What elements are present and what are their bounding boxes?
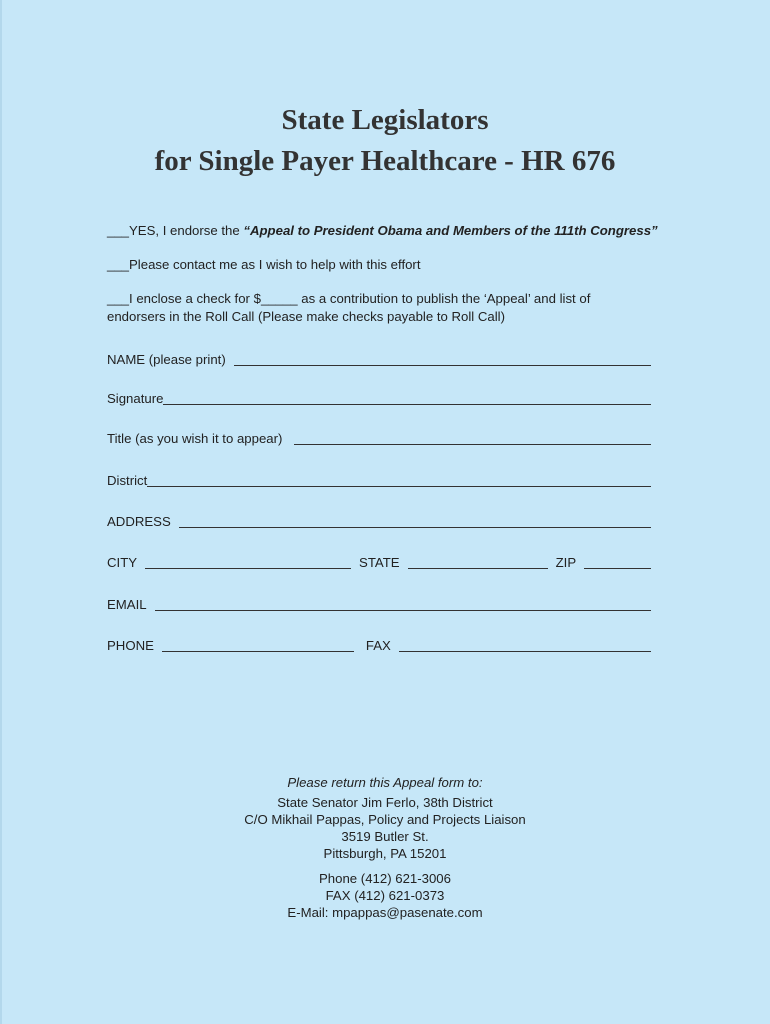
- appeal-name: “Appeal to President Obama and Members of the 111th Congress”: [243, 223, 658, 238]
- signature-label: Signature: [107, 391, 164, 406]
- contact-email[interactable]: E-Mail: mpappas@pasenate.com: [287, 905, 483, 920]
- option-check-line-1[interactable]: ___I enclose a check for $_____ as a contribution to publish the ‘Appeal’ and list of: [107, 291, 591, 306]
- city-state-zip-row: [107, 554, 651, 572]
- address-line[interactable]: [179, 527, 651, 528]
- option-yes-text: ___YES, I endorse the: [107, 223, 244, 238]
- district-label: District: [107, 473, 148, 488]
- option-contact[interactable]: ___Please contact me as I wish to help with this effort: [107, 257, 421, 272]
- title-line[interactable]: [294, 444, 651, 445]
- contact-phone: Phone (412) 621-3006: [319, 871, 451, 886]
- title-line-1: State Legislators: [281, 104, 489, 136]
- state-line[interactable]: [408, 568, 548, 569]
- city-label: CITY: [107, 555, 138, 570]
- page-title: [0, 100, 770, 182]
- name-field[interactable]: [107, 351, 651, 369]
- signature-field[interactable]: [107, 390, 651, 408]
- signature-line[interactable]: [163, 404, 651, 405]
- phone-fax-row: [107, 637, 651, 655]
- option-yes[interactable]: [107, 222, 658, 240]
- district-line[interactable]: [147, 486, 651, 487]
- phone-line[interactable]: [162, 651, 354, 652]
- fax-label: FAX: [365, 638, 391, 653]
- email-label: EMAIL: [107, 597, 147, 612]
- return-address: [0, 794, 770, 862]
- option-check-line-2: endorsers in the Roll Call (Please make checks payable to Roll Call): [107, 309, 506, 324]
- city-line[interactable]: [145, 568, 351, 569]
- return-instruction: Please return this Appeal form to:: [287, 775, 483, 790]
- zip-label: ZIP: [555, 555, 577, 570]
- fax-line[interactable]: [399, 651, 651, 652]
- address-line-4: Pittsburgh, PA 15201: [323, 846, 447, 861]
- address-line-2: C/O Mikhail Pappas, Policy and Projects Liaison: [244, 812, 526, 827]
- email-line[interactable]: [155, 610, 651, 611]
- name-label: NAME (please print): [107, 352, 226, 367]
- district-field[interactable]: [107, 472, 651, 490]
- name-line[interactable]: [234, 365, 651, 366]
- phone-label: PHONE: [107, 638, 154, 653]
- email-field[interactable]: [107, 596, 651, 614]
- contact-info: [0, 870, 770, 921]
- address-field[interactable]: [107, 513, 651, 531]
- address-line-1: State Senator Jim Ferlo, 38th District: [277, 795, 493, 810]
- contact-fax: FAX (412) 621-0373: [325, 888, 445, 903]
- title-line-2: for Single Payer Healthcare - HR 676: [154, 145, 616, 177]
- state-label: STATE: [359, 555, 400, 570]
- title-label: Title (as you wish it to appear): [107, 431, 283, 446]
- address-line-3: 3519 Butler St.: [341, 829, 429, 844]
- title-field[interactable]: [107, 430, 651, 448]
- address-label: ADDRESS: [107, 514, 171, 529]
- zip-line[interactable]: [584, 568, 651, 569]
